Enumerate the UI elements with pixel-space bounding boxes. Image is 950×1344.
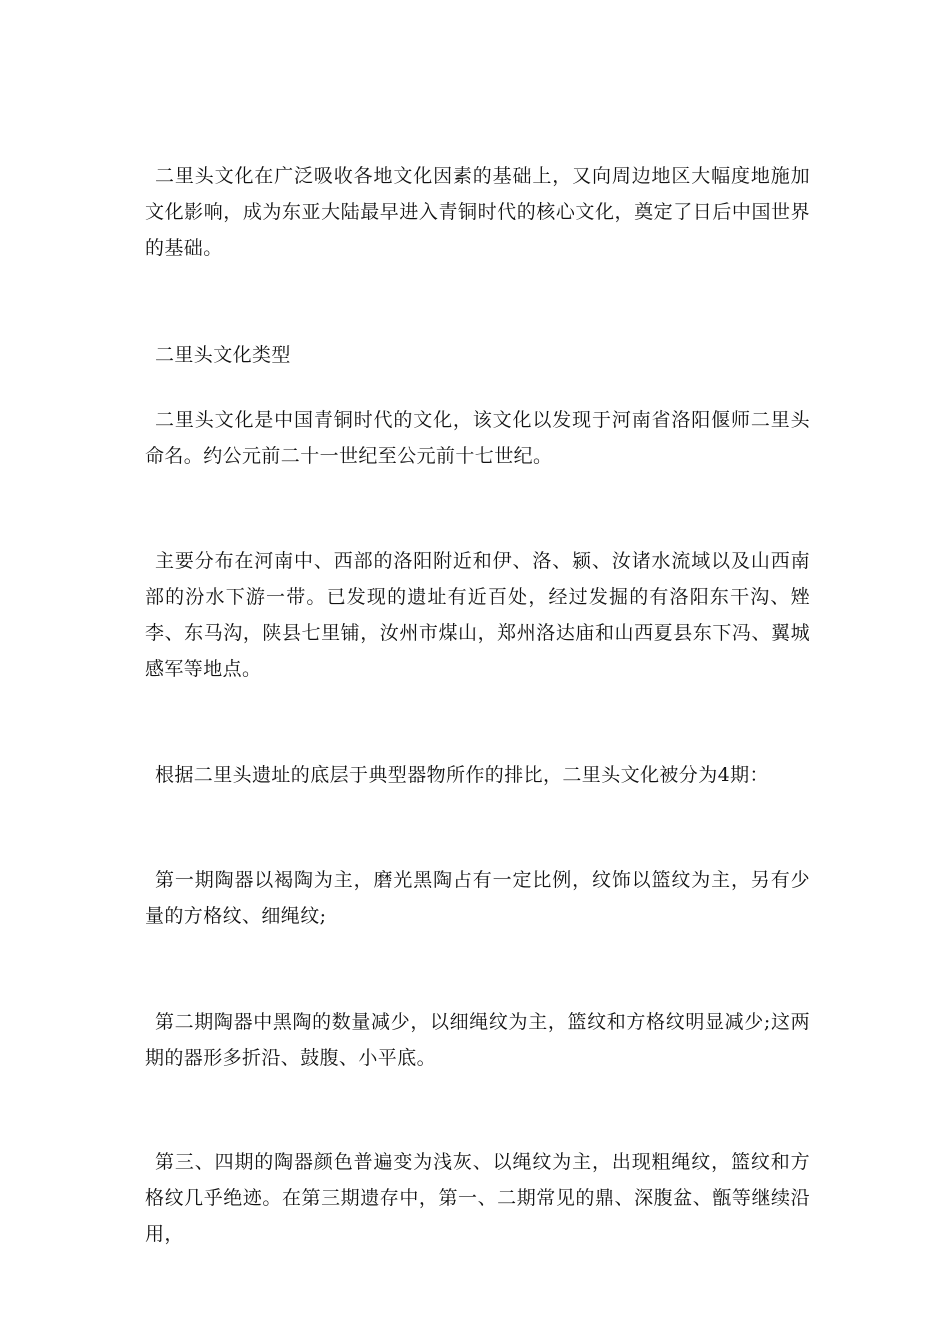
- paragraph-phase-one: 第一期陶器以褐陶为主，磨光黑陶占有一定比例，纹饰以篮纹为主，另有少量的方格纹、细绳纹;: [145, 869, 810, 927]
- paragraph-four-phases: 根据二里头遗址的底层于典型器物所作的排比，二里头文化被分为4期：: [155, 764, 769, 786]
- section-heading-culture-types: 二里头文化类型: [155, 344, 291, 366]
- paragraph-cultural-influence: 二里头文化在广泛吸收各地文化因素的基础上，又向周边地区大幅度地施加文化影响，成为东亚大陆最早进入青铜时代的核心文化，奠定了日后中国世界的基础。: [145, 165, 810, 259]
- paragraph-distribution-sites: 主要分布在河南中、西部的洛阳附近和伊、洛、颍、汝诸水流域以及山西南部的汾水下游一带。已发现的遗址有近百处，经过发掘的有洛阳东干沟、矬李、东马沟，陕县七里铺，汝州市煤山，郑州洛达庙和山西夏县东下冯、翼城感军等地点。: [145, 550, 810, 680]
- paragraph-culture-definition: 二里头文化是中国青铜时代的文化，该文化以发现于河南省洛阳偃师二里头命名。约公元前二十一世纪至公元前十七世纪。: [145, 409, 810, 467]
- paragraph-phase-three-four: 第三、四期的陶器颜色普遍变为浅灰、以绳纹为主，出现粗绳纹，篮纹和方格纹几乎绝迹。在第三期遗存中，第一、二期常见的鼎、深腹盆、甑等继续沿用，: [145, 1151, 810, 1245]
- paragraph-phase-two: 第二期陶器中黑陶的数量减少，以细绳纹为主，篮纹和方格纹明显减少;这两期的器形多折沿、鼓腹、小平底。: [145, 1011, 810, 1069]
